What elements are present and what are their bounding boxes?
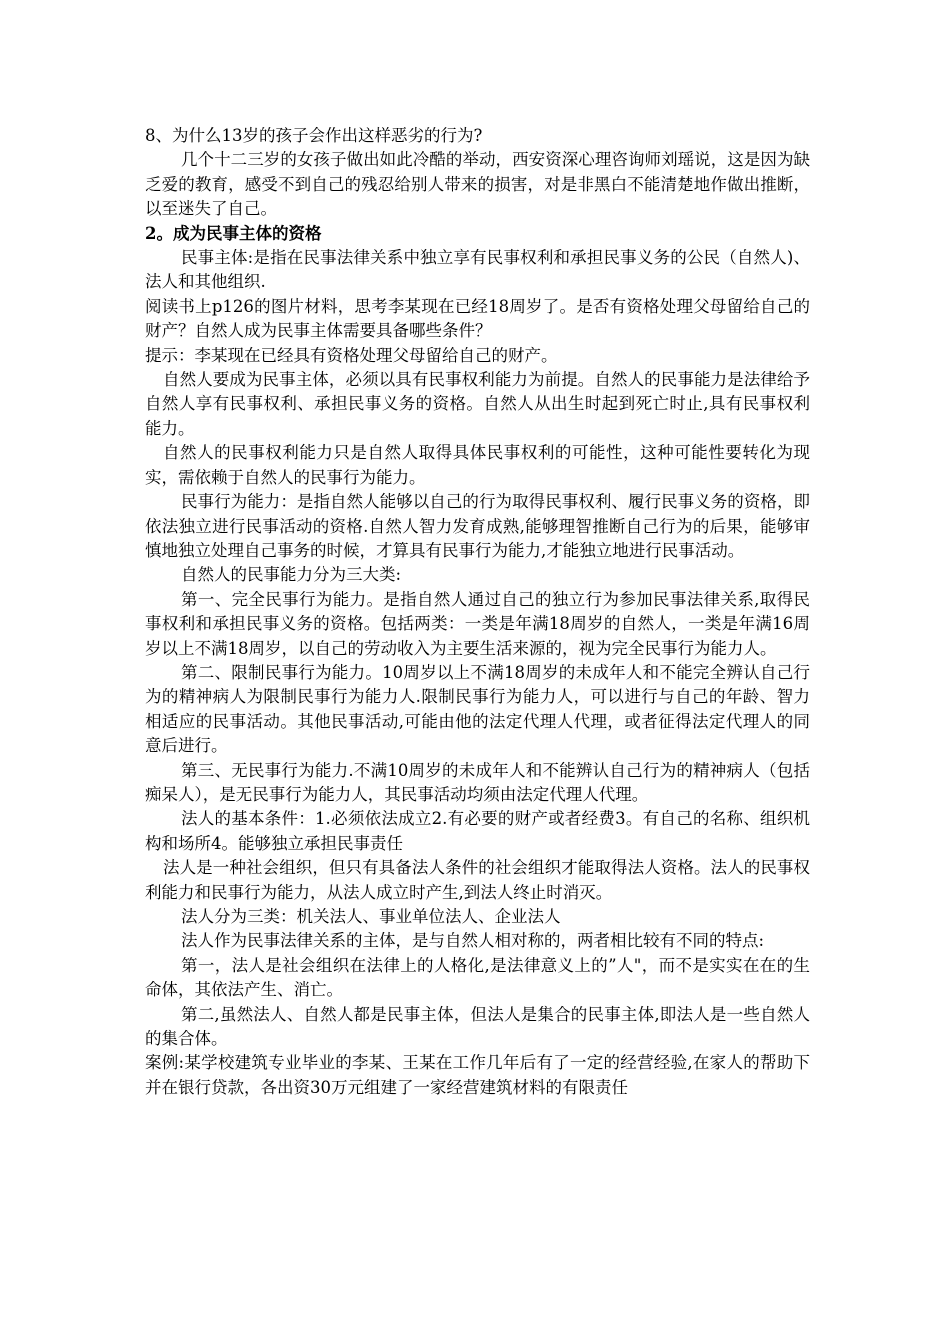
paragraph: 自然人的民事权利能力只是自然人取得具体民事权利的可能性，这种可能性要转化为现实，需依赖于自然人的民事行为能力。: [145, 443, 810, 487]
paragraph: 8、为什么13岁的孩子会作出这样恶劣的行为?: [145, 126, 483, 145]
paragraph: 法人分为三类：机关法人、事业单位法人、企业法人: [181, 907, 561, 926]
paragraph: 自然人的民事能力分为三大类:: [181, 565, 402, 585]
paragraph: 法人作为民事法律关系的主体，是与自然人相对称的，两者相比较有不同的特点:: [181, 931, 765, 951]
paragraph: 案例:某学校建筑专业毕业的李某、王某在工作几年后有了一定的经营经验,在家人的帮助下并在银行贷款，各出资30万元组建了一家经营建筑材料的有限责任: [145, 1053, 810, 1097]
document-body: [145, 124, 810, 1100]
paragraph: 第三、无民事行为能力.不满10周岁的未成年人和不能辨认自己行为的精神病人（包括痴呆人），是无民事行为能力人，其民事活动均须由法定代理人代理。: [145, 760, 810, 804]
paragraph: 第二,虽然法人、自然人都是民事主体，但法人是集合的民事主体,即法人是一些自然人的集合体。: [145, 1004, 810, 1049]
paragraph: 第二、限制民事行为能力。10周岁以上不满18周岁的未成年人和不能完全辨认自己行为的精神病人为限制民事行为能力人.限制民事行为能力人，可以进行与自己的年龄、智力相适应的民事活动。其他民事活动,可能由他的法定代理人代理，或者征得法定代理人的同意后进行。: [145, 662, 810, 756]
paragraph: 自然人要成为民事主体，必须以具有民事权利能力为前提。自然人的民事能力是法律给予自然人享有民事权利、承担民事义务的资格。自然人从出生时起到死亡时止,具有民事权利能力。: [145, 370, 810, 438]
paragraph: 提示：李某现在已经具有资格处理父母留给自己的财产。: [145, 345, 558, 365]
paragraph: 第一，法人是社会组织在法律上的人格化,是法律意义上的”人"，而不是实实在在的生命体，其依法产生、消亡。: [145, 955, 810, 1000]
paragraph: 第一、完全民事行为能力。是指自然人通过自己的独立行为参加民事法律关系,取得民事权利和承担民事义务的资格。包括两类：一类是年满18周岁的自然人，一类是年满16周岁以上不满18周岁，以自己的劳动收入为主要生活来源的，视为完全民事行为能力人。: [145, 589, 810, 658]
paragraph: 民事主体:是指在民事法律关系中独立享有民事权利和承担民事义务的公民（自然人)、法人和其他组织.: [145, 248, 810, 292]
paragraph: 法人的基本条件：1.必须依法成立2.有必要的财产或者经费3。有自己的名称、组织机构和场所4。能够独立承担民事责任: [145, 809, 810, 853]
paragraph: 几个十二三岁的女孩子做出如此冷酷的举动，西安资深心理咨询师刘瑶说，这是因为缺乏爱的教育，感受不到自己的残忍给别人带来的损害，对是非黑白不能清楚地作做出推断，以至迷失了自己。: [145, 150, 810, 219]
paragraph: 民事行为能力：是指自然人能够以自己的行为取得民事权利、履行民事义务的资格，即依法独立进行民事活动的资格.自然人智力发育成熟,能够理智推断自己行为的后果，能够审慎地独立处理自己事务的时候，才算具有民事行为能力,才能独立地进行民事活动。: [145, 492, 810, 560]
section-heading: 2。成为民事主体的资格: [145, 223, 322, 243]
paragraph: 阅读书上p126的图片材料，思考李某现在已经18周岁了。是否有资格处理父母留给自己的财产？自然人成为民事主体需要具备哪些条件？: [145, 296, 810, 341]
paragraph: 法人是一种社会组织，但只有具备法人条件的社会组织才能取得法人资格。法人的民事权利能力和民事行为能力，从法人成立时产生,到法人终止时消灭。: [145, 858, 810, 902]
